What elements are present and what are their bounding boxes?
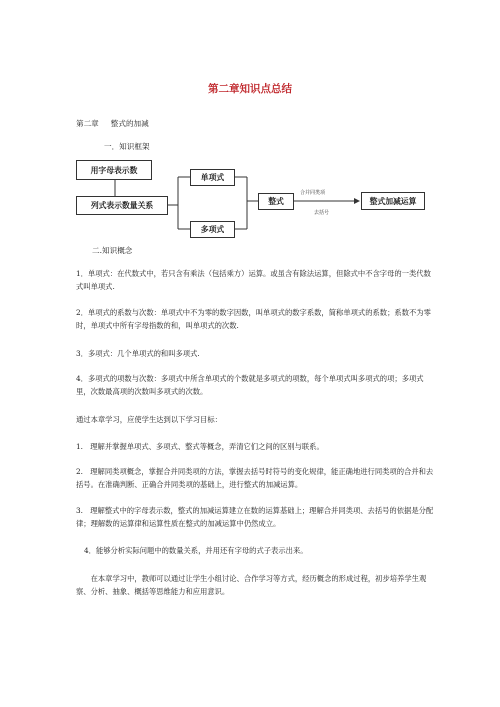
concept-item: 2．单项式的系数与次数：单项式中不为零的数字因数，叫单项式的数字系数，简称单项式的系数；系数不为零时，单项式中所有字母指数的和，叫单项式的次数.	[76, 308, 431, 330]
goal-item: 4．能够分析实际问题中的数量关系，并用还有字母的式子表示出来。	[84, 546, 308, 555]
goal-item: 2. 理解同类项概念，掌握合并同类项的方法，掌握去括号时符号的变化规律，能正确地进行同类项的合并和去括号。在准确判断、正确合并同类项的基础上，进行整式的加减运算。	[76, 467, 434, 489]
chapter-number: 第二章	[76, 119, 99, 128]
concept-item: 3．多项式：几个单项式的和叫多项式.	[76, 349, 200, 358]
box-expression-quantity-relation: 列式表示数量关系	[76, 196, 168, 215]
goal-item: 3. 理解整式中的字母表示数，整式的加减运算建立在数的运算基础上；理解合并同类项、去括号的依据是分配律；理解数的运算律和运算性质在整式的加减运算中仍然成立。	[76, 506, 434, 528]
box-add-subtract-operation: 整式加减运算	[361, 192, 425, 210]
arrow-label-combine-like-terms: 合并同类项	[300, 190, 326, 196]
box-letters-represent-numbers: 用字母表示数	[76, 160, 152, 180]
arrow-label-remove-brackets: 去括号	[314, 210, 330, 216]
section-framework-heading: 一．知识框架	[104, 142, 150, 151]
goal-item: 1. 理解并掌握单项式、多项式、整式等概念，弄清它们之间的区别与联系。	[76, 442, 324, 451]
box-monomial: 单项式	[190, 169, 235, 186]
box-integral-expression: 整式	[258, 193, 294, 210]
chapter-name: 整式的加减	[110, 119, 149, 128]
page-title: 第二章知识点总结	[208, 83, 292, 95]
goals-intro: 通过本章学习，应使学生达到以下学习目标：	[76, 415, 222, 424]
box-polynomial: 多项式	[190, 221, 235, 238]
section-concepts-heading: 二.知识概念	[92, 246, 133, 255]
concept-item: 1．单项式：在代数式中，若只含有乘法（包括乘方）运算。或虽含有除法运算，但除式中不含字母的一类代数式叫单项式.	[76, 269, 431, 291]
closing-paragraph: 在本章学习中，教师可以通过让学生小组讨论、合作学习等方式，经历概念的形成过程，初步培养学生观察、分析、抽象、概括等思维能力和应用意识。	[76, 574, 427, 596]
concept-item: 4．多项式的项数与次数：多项式中所含单项式的个数就是多项式的项数，每个单项式叫多项式的项；多项式里，次数最高项的次数叫多项式的次数。	[76, 374, 424, 396]
